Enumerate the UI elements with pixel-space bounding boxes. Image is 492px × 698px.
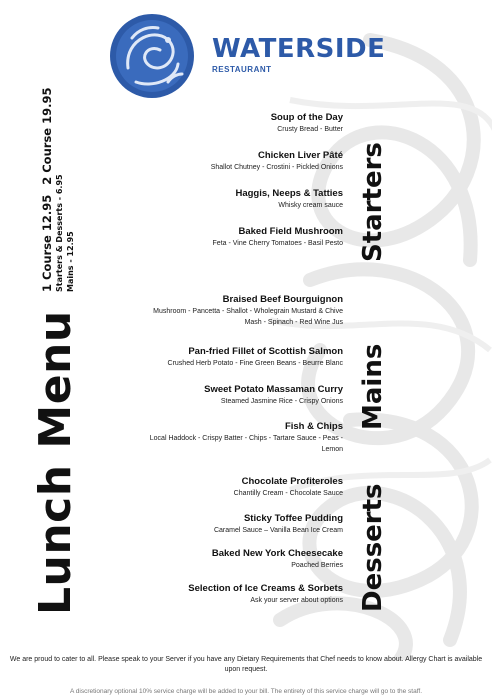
item-name: Baked New York Cheesecake: [211, 548, 343, 559]
price-block: [40, 88, 76, 292]
brand-subtitle: RESTAURANT: [212, 65, 272, 74]
section-title-mains: Mains: [358, 343, 388, 430]
item-description: Crushed Herb Potato - Fine Green Beans - Beurre Blanc: [167, 360, 343, 367]
item-name: Sweet Potato Massaman Curry: [204, 384, 343, 395]
item-name: Chicken Liver Pâté: [257, 150, 343, 161]
starters-desserts-price: Starters & Desserts - 6.95: [55, 174, 64, 292]
item-name: Sticky Toffee Pudding: [243, 513, 343, 524]
item-description: Crusty Bread - Butter: [277, 126, 343, 133]
item-name: Selection of Ice Creams & Sorbets: [188, 583, 343, 594]
service-charge-note: A discretionary optional 10% service charge will be added to your bill. The entirety of this service charge will go to the staff.: [69, 688, 423, 695]
item-name: Pan-fried Fillet of Scottish Salmon: [188, 346, 343, 357]
brand-name: WATERSIDE: [212, 34, 386, 64]
desserts-item-2: [214, 513, 343, 536]
logo-icon: [108, 8, 196, 104]
menu-item: [235, 188, 343, 211]
item-name: Haggis, Neeps & Tatties: [235, 188, 343, 199]
menu-item: [213, 226, 343, 249]
mains-item-3: [204, 384, 343, 407]
item-name: Fish & Chips: [284, 421, 343, 432]
item-description: Chantilly Cream - Chocolate Sauce: [233, 490, 343, 497]
item-description: Ask your server about options: [250, 597, 343, 604]
item-description: Steamed Jasmine Rice - Crispy Onions: [220, 398, 343, 405]
desserts-item-3: [212, 548, 343, 571]
item-description: Poached Berries: [291, 562, 343, 569]
two-course-price: 2 Course 19.95: [40, 87, 54, 185]
starters-list-2: [211, 150, 343, 173]
item-description: Shallot Chutney - Crostini - Pickled Onions: [210, 164, 343, 171]
mains-item-2: [168, 346, 343, 369]
mains-price: Mains - 12.95: [66, 231, 75, 292]
starters-list-4: [213, 226, 343, 249]
item-name: Baked Field Mushroom: [238, 226, 343, 237]
item-description: Feta - Vine Cherry Tomatoes - Basil Pesto: [212, 240, 343, 247]
menu-item: [211, 150, 343, 173]
item-description: Whisky cream sauce: [278, 202, 343, 209]
starters-list: [271, 112, 343, 135]
menu-title: Lunch Menu: [30, 310, 81, 615]
mains-item-4: [150, 421, 343, 455]
brand: [212, 36, 385, 74]
item-name: Chocolate Profiteroles: [241, 476, 343, 487]
desserts-item-1: [234, 476, 343, 499]
item-description: Mushroom - Pancetta - Shallot - Wholegrain Mustard & Chive: [153, 308, 343, 315]
desserts-item-4: [188, 583, 343, 606]
section-title-desserts: Desserts: [358, 483, 388, 612]
item-description: Local Haddock - Crispy Batter - Chips - Tartare Sauce - Peas -: [149, 435, 343, 442]
item-name: Soup of the Day: [270, 112, 343, 123]
item-name: Braised Beef Bourguignon: [222, 294, 343, 305]
item-description: Caramel Sauce – Vanilla Bean Ice Cream: [213, 527, 343, 534]
section-title-starters: Starters: [358, 142, 388, 262]
starters-list-3: [235, 188, 343, 211]
mains-item-1: [153, 294, 343, 328]
item-description-cont: Lemon: [321, 446, 343, 453]
menu-item: [271, 112, 343, 135]
dietary-note: We are proud to cater to all. Please speak to your Server if you have any Dietary Requirements that Chef needs to know about. Allergy Chart is available upon request.: [9, 656, 483, 673]
item-description-cont: Mash - Spinach - Red Wine Jus: [244, 319, 343, 326]
course-prices: [40, 88, 54, 292]
one-course-price: 1 Course 12.95: [40, 194, 54, 292]
